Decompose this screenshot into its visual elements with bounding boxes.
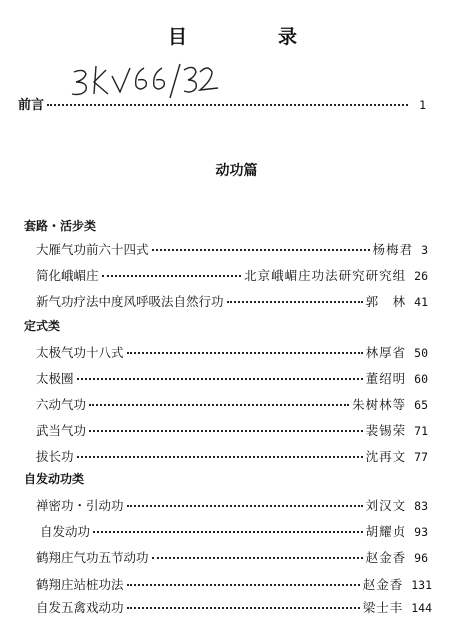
dot-leader	[77, 456, 363, 458]
entry-author: 赵金香	[365, 550, 407, 565]
entry-author: 胡耀贞	[365, 524, 407, 539]
dot-leader	[227, 301, 363, 303]
entry-author: 梁士丰	[362, 600, 404, 615]
category-heading: 自发动功类	[24, 472, 85, 486]
page-number: 77	[414, 450, 428, 464]
dot-leader	[89, 430, 363, 432]
toc-entry[interactable]	[36, 447, 428, 465]
page-number: 71	[414, 424, 428, 438]
dot-leader	[102, 275, 242, 277]
page-number: 144	[411, 601, 432, 615]
entry-title: 禅密功・引动功	[36, 498, 124, 513]
dot-leader	[127, 505, 363, 507]
dot-leader	[77, 378, 363, 380]
entry-title: 拔长功	[36, 449, 74, 464]
page-number: 96	[414, 551, 428, 565]
entry-title: 自发五禽戏动功	[36, 600, 124, 615]
entry-title: 新气功疗法中度风呼吸法自然行功	[36, 294, 224, 309]
dot-leader	[152, 557, 363, 559]
toc-entry[interactable]	[36, 421, 428, 439]
dot-leader	[47, 104, 408, 106]
entry-author: 沈再文	[365, 449, 407, 464]
toc-entry[interactable]	[36, 292, 428, 310]
entry-title: 鹤翔庄气功五节动功	[36, 550, 149, 565]
entry-author: 朱树林等	[352, 397, 407, 412]
page-title: 目 录	[167, 26, 333, 48]
toc-entry[interactable]	[36, 240, 428, 258]
entry-title: 太极气功十八式	[36, 345, 124, 360]
entry-title: 简化峨嵋庄	[36, 268, 99, 283]
page-number: 65	[414, 398, 428, 412]
toc-entry[interactable]	[36, 395, 428, 413]
dot-leader	[127, 352, 363, 354]
entry-title: 太极圈	[36, 371, 74, 386]
toc-entry[interactable]	[40, 522, 428, 540]
page-number: 41	[414, 295, 428, 309]
entry-title: 鹤翔庄站桩功法	[36, 577, 124, 592]
entry-author: 赵金香	[362, 577, 404, 592]
category-heading: 套路・活步类	[24, 219, 97, 233]
toc-entry[interactable]	[36, 575, 432, 593]
page-number: 50	[414, 346, 428, 360]
preface-label: 前言	[18, 98, 45, 113]
part-title: 动功篇	[215, 163, 258, 179]
page-number: 1	[419, 98, 426, 112]
entry-author: 裴锡荣	[365, 423, 407, 438]
entry-author: 杨梅君	[372, 242, 414, 257]
toc-entry[interactable]	[36, 598, 432, 616]
dot-leader	[89, 404, 349, 406]
page-number: 3	[421, 243, 428, 257]
dot-leader	[127, 584, 360, 586]
entry-title: 大雁气功前六十四式	[36, 242, 149, 257]
dot-leader	[152, 249, 370, 251]
dot-leader	[127, 607, 360, 609]
toc-entry[interactable]	[36, 496, 428, 514]
page-number: 131	[411, 578, 432, 592]
entry-title: 六动气功	[36, 397, 87, 412]
category-heading: 定式类	[24, 319, 61, 333]
toc-entry[interactable]	[36, 548, 428, 566]
toc-entry-preface[interactable]	[18, 94, 426, 113]
toc-entry[interactable]	[36, 369, 428, 387]
entry-author: 北京峨嵋庄功法研究研究组	[244, 268, 407, 283]
entry-author: 董绍明	[365, 371, 407, 386]
page-number: 60	[414, 372, 428, 386]
entry-author: 郭 林	[365, 294, 407, 309]
entry-title: 自发动功	[40, 524, 91, 539]
toc-entry[interactable]	[36, 343, 428, 361]
page-number: 83	[414, 499, 428, 513]
page-number: 26	[414, 269, 428, 283]
entry-author: 刘汉文	[365, 498, 407, 513]
dot-leader	[93, 531, 363, 533]
toc-entry[interactable]	[36, 266, 428, 284]
entry-title: 武当气功	[36, 423, 87, 438]
page-number: 93	[414, 525, 428, 539]
entry-author: 林厚省	[365, 345, 407, 360]
